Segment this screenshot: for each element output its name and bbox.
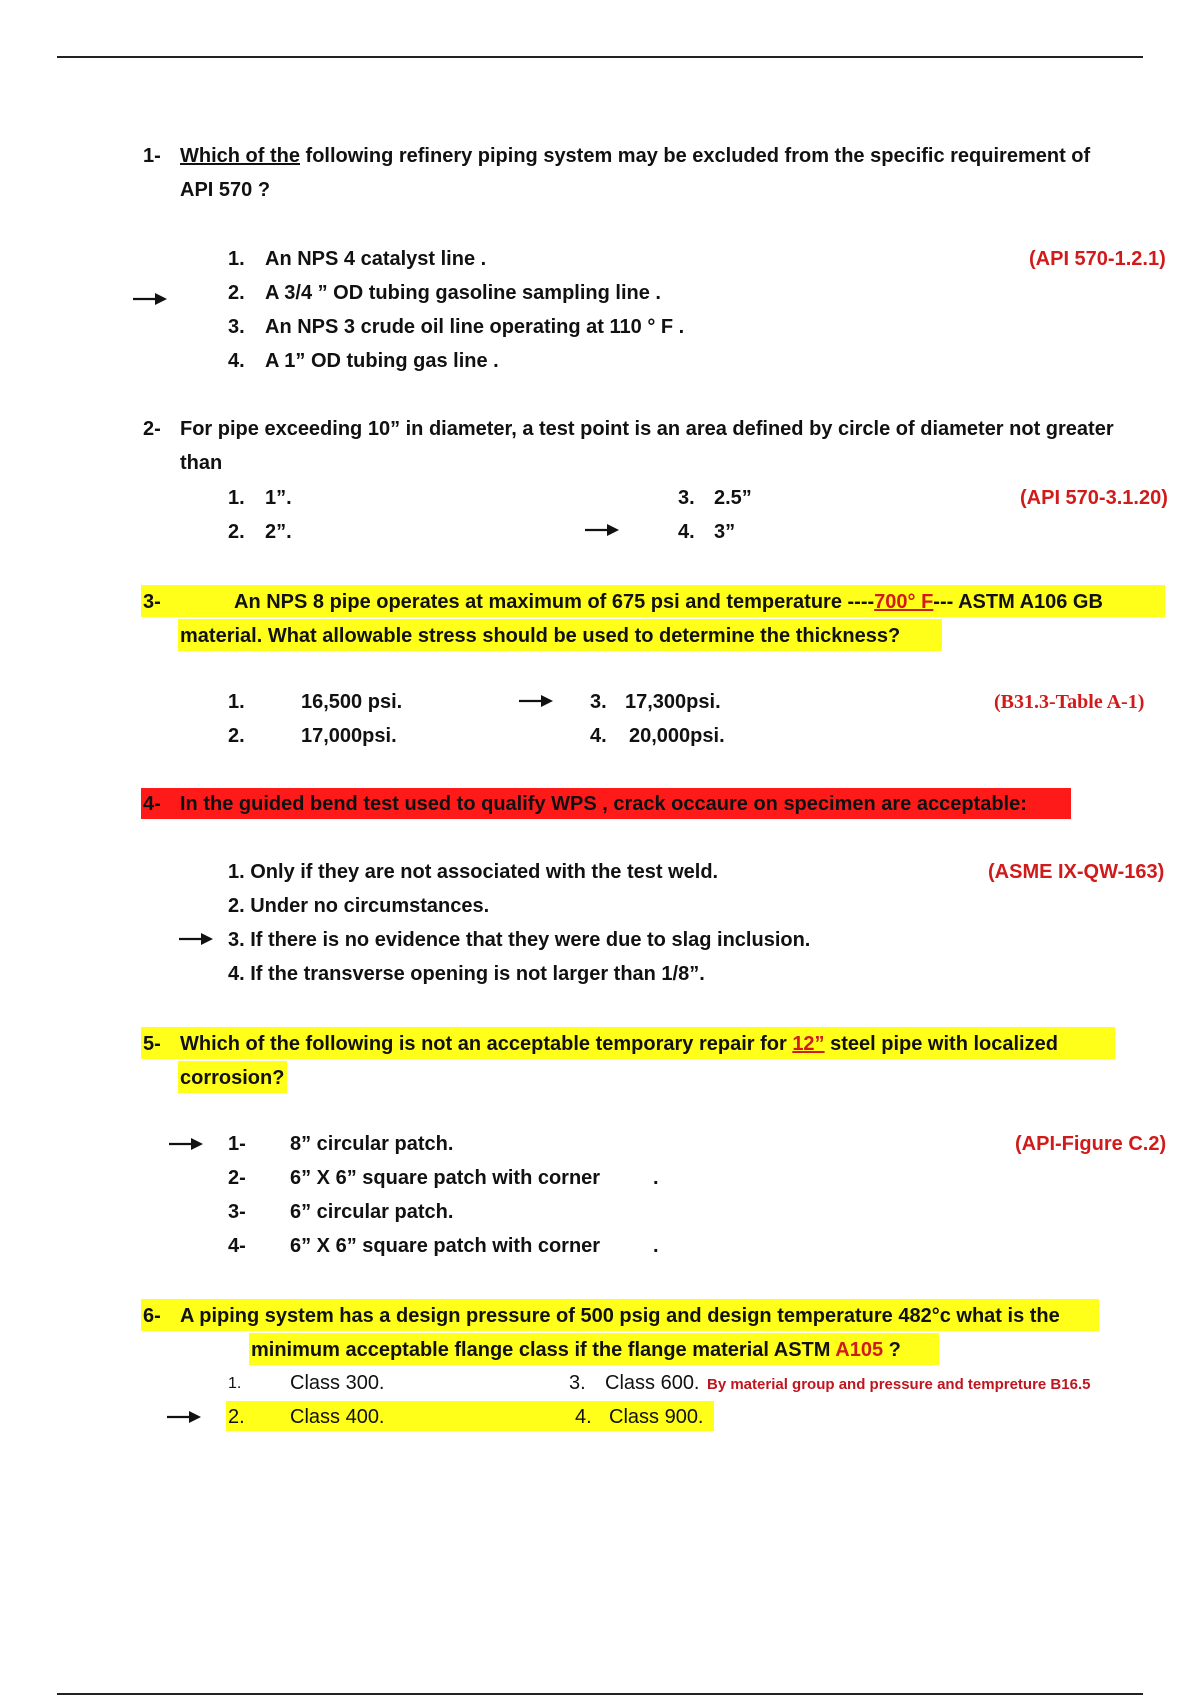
q6-text-line2 [251,1337,901,1363]
q6-option-1[interactable]: Class 300. [290,1372,385,1394]
q5-text-line1 [180,1031,1058,1057]
q5-text-b: steel pipe with localized [824,1033,1058,1055]
q4-option-2[interactable]: 2. Under no circumstances. [228,895,490,917]
q6-number: 6- [143,1305,161,1327]
q2-number: 2- [143,418,161,440]
q6-text-b: minimum acceptable flange class if the flange material ASTM [251,1339,836,1361]
answer-arrow-icon [585,523,619,537]
q4-number: 4- [143,793,161,815]
q2-option-3-num: 3. [678,487,695,509]
answer-arrow-icon [519,694,553,708]
q2-text-line2: than [180,452,223,474]
q1-number: 1- [143,145,161,167]
q3-option-3-num: 3. [590,691,607,713]
q3-number: 3- [143,591,161,613]
answer-arrow-icon [167,1410,201,1424]
q3-option-2[interactable]: 17,000psi. [301,725,397,747]
q3-text-line1 [234,589,1103,615]
q1-option-2-num: 2. [228,282,245,304]
answer-arrow-icon [133,292,167,306]
q3-text-b: --- ASTM A106 GB [933,591,1103,613]
bottom-rule [57,1693,1143,1695]
q2-option-4[interactable]: 3” [714,521,736,543]
q2-option-2[interactable]: 2”. [265,521,292,543]
q3-text-a: An NPS 8 pipe operates at maximum of 675 psi and temperature ---- [234,591,875,613]
q6-note: By material group and pressure and tempreture B16.5 [707,1376,1091,1393]
q5-option-2-dot: . [653,1167,659,1189]
q5-option-4-dot: . [653,1235,659,1257]
q2-option-1-num: 1. [228,487,245,509]
q5-option-3-num: 3- [228,1201,246,1223]
q3-text-line2: material. What allowable stress should be used to determine the thickness? [180,625,901,647]
q1-option-2[interactable]: A 3/4 ” OD tubing gasoline sampling line . [265,282,661,304]
q2-text-line1: For pipe exceeding 10” in diameter, a test point is an area defined by circle of diameter not greater [180,418,1114,440]
q6-material: A105 [835,1339,884,1361]
q6-option-4[interactable]: Class 900. [609,1406,704,1428]
q5-pipe-size: 12” [792,1033,825,1055]
q5-option-1[interactable]: 8” circular patch. [290,1133,454,1155]
q2-option-4-num: 4. [678,521,695,543]
q5-option-2-num: 2- [228,1167,246,1189]
q1-text-underlined: Which of the [180,145,300,167]
q5-number: 5- [143,1033,161,1055]
q5-option-3[interactable]: 6” circular patch. [290,1201,454,1223]
q1-option-3-num: 3. [228,316,245,338]
q6-option-3-num: 3. [569,1372,586,1394]
q1-option-1[interactable]: An NPS 4 catalyst line . [265,248,487,270]
answer-arrow-icon [169,1137,203,1151]
q4-option-4[interactable]: 4. If the transverse opening is not larger than 1/8”. [228,963,705,985]
q6-option-3[interactable]: Class 600. [605,1372,700,1394]
q1-option-1-num: 1. [228,248,245,270]
q6-option-1-num: 1. [228,1375,242,1392]
q6-option-4-num: 4. [575,1406,592,1428]
q2-option-2-num: 2. [228,521,245,543]
q1-option-4-num: 4. [228,350,245,372]
q4-option-1[interactable]: 1. Only if they are not associated with the test weld. [228,861,719,883]
q6-option-2-num: 2. [228,1406,245,1428]
q1-reference: (API 570-1.2.1) [1029,248,1166,270]
q3-option-4[interactable]: 20,000psi. [629,725,725,747]
q5-option-4[interactable]: 6” X 6” square patch with corner [290,1235,601,1257]
q3-option-4-num: 4. [590,725,607,747]
q3-option-2-num: 2. [228,725,245,747]
q2-option-3[interactable]: 2.5” [714,487,752,509]
top-rule [57,56,1143,58]
q1-text-line2: API 570 ? [180,179,271,201]
q6-text-c: ? [883,1339,901,1361]
q6-option-2[interactable]: Class 400. [290,1406,385,1428]
q5-text-line2: corrosion? [180,1067,285,1089]
q1-text-rest: following refinery piping system may be excluded from the specific requirement of [299,145,1091,167]
answer-arrow-icon [179,932,213,946]
q5-text-a: Which of the following is not an acceptable temporary repair for [180,1033,793,1055]
q2-reference: (API 570-3.1.20) [1020,487,1168,509]
q5-reference: (API-Figure C.2) [1015,1133,1167,1155]
q3-temperature: 700° F [874,591,934,613]
q4-text: In the guided bend test used to qualify WPS , crack occaure on specimen are acceptable: [180,793,1027,815]
q3-option-1-num: 1. [228,691,245,713]
q5-option-2[interactable]: 6” X 6” square patch with corner [290,1167,601,1189]
q3-reference: (B31.3-Table A-1) [994,691,1145,713]
q1-text-line1 [180,143,1090,169]
q3-option-1[interactable]: 16,500 psi. [301,691,403,713]
q6-text-line1: A piping system has a design pressure of 500 psig and design temperature 482°c what is the [180,1305,1060,1327]
q1-option-3[interactable]: An NPS 3 crude oil line operating at 110 ° F . [265,316,685,338]
q3-option-3[interactable]: 17,300psi. [625,691,721,713]
q5-option-1-num: 1- [228,1133,246,1155]
q4-option-3[interactable]: 3. If there is no evidence that they were due to slag inclusion. [228,929,811,951]
q5-option-4-num: 4- [228,1235,246,1257]
q1-option-4[interactable]: A 1” OD tubing gas line . [265,350,499,372]
q2-option-1[interactable]: 1”. [265,487,292,509]
q4-reference: (ASME IX-QW-163) [988,861,1165,883]
